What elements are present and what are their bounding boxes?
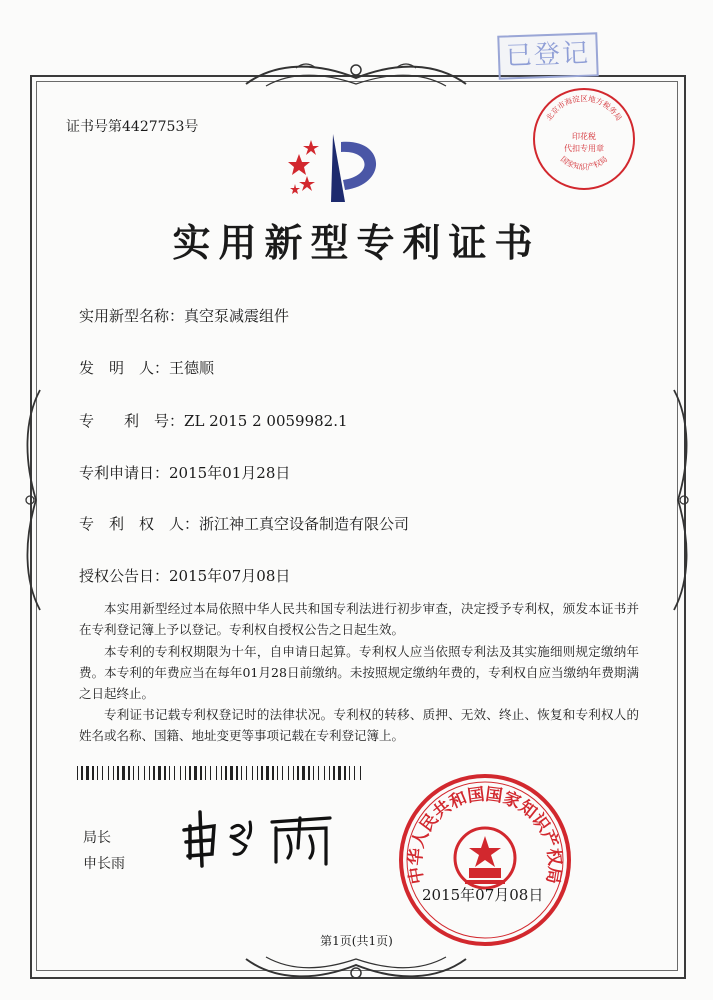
right-ornament	[670, 380, 692, 620]
field-inventor	[79, 357, 214, 378]
paragraph-grant-statement: 本实用新型经过本局依照中华人民共和国专利法进行初步审查，决定授予专利权，颁发本证书并在专利登记簿上予以登记。专利权自授权公告之日起生效。	[79, 601, 639, 637]
tax-seal-text: 北京市海淀区地方税务局	[544, 94, 624, 123]
tax-seal	[530, 85, 638, 193]
field-patent-number	[79, 410, 348, 431]
top-ornament	[236, 58, 476, 92]
field-patentee	[79, 513, 409, 534]
official-seal	[395, 770, 575, 950]
page-title: 实用新型专利证书	[172, 220, 541, 265]
field-label: 授权公告日：	[79, 567, 170, 585]
field-value: 王德顺	[169, 359, 215, 377]
seal-date: 2015年07月08日	[422, 886, 544, 904]
bottom-ornament	[236, 955, 476, 985]
paragraph-legal-status: 专利证书记载专利权登记时的法律状况。专利权的转移、质押、无效、终止、恢复和专利权人的姓名或名称、国籍、地址变更等事项记载在专利登记簿上。	[79, 707, 639, 743]
field-label: 发 明 人：	[79, 359, 170, 377]
official-seal-text: 中华人民共和国国家知识产权局	[405, 784, 565, 886]
field-utility-model-name	[79, 305, 289, 326]
certificate-number: 证书号第4427753号	[66, 119, 199, 135]
field-label: 专 利 权 人：	[79, 515, 200, 533]
signatory-title: 局长	[83, 830, 111, 846]
field-grant-date	[79, 565, 290, 586]
page-number: 第1页(共1页)	[320, 934, 393, 948]
paragraph-term-statement: 本专利的专利权期限为十年，自申请日起算。专利权人应当依照专利法及其实施细则规定缴纳年费。本专利的年费应当在每年01月28日前缴纳。未按照规定缴纳年费的，专利权自应当缴纳年费期满之日起终止。	[79, 644, 639, 701]
field-value: 2015年07月08日	[169, 567, 291, 585]
registered-stamp: 已登记	[497, 32, 598, 79]
field-label: 实用新型名称：	[79, 307, 185, 325]
left-ornament	[22, 380, 44, 620]
field-value: 浙江神工真空设备制造有限公司	[199, 515, 410, 533]
field-value: 2015年01月28日	[169, 464, 291, 482]
tax-seal-center-1: 印花税	[572, 132, 596, 141]
signatory-name: 申长雨	[83, 856, 125, 872]
field-application-date	[79, 462, 290, 483]
national-emblem-icon	[455, 828, 515, 888]
svg-text:国家知识产权局	[559, 154, 609, 171]
field-label: 专 利 号：	[79, 412, 185, 430]
field-value: ZL 2015 2 0059982.1	[184, 412, 348, 430]
patent-office-logo-icon	[285, 126, 395, 206]
field-value: 真空泵减震组件	[184, 307, 290, 325]
tax-seal-bottom-text: 国家知识产权局	[558, 154, 610, 172]
tax-seal-center-2: 代扣专用章	[564, 144, 604, 153]
barcode-icon	[77, 766, 367, 780]
field-label: 专利申请日：	[79, 464, 170, 482]
handwritten-signature	[180, 808, 340, 868]
